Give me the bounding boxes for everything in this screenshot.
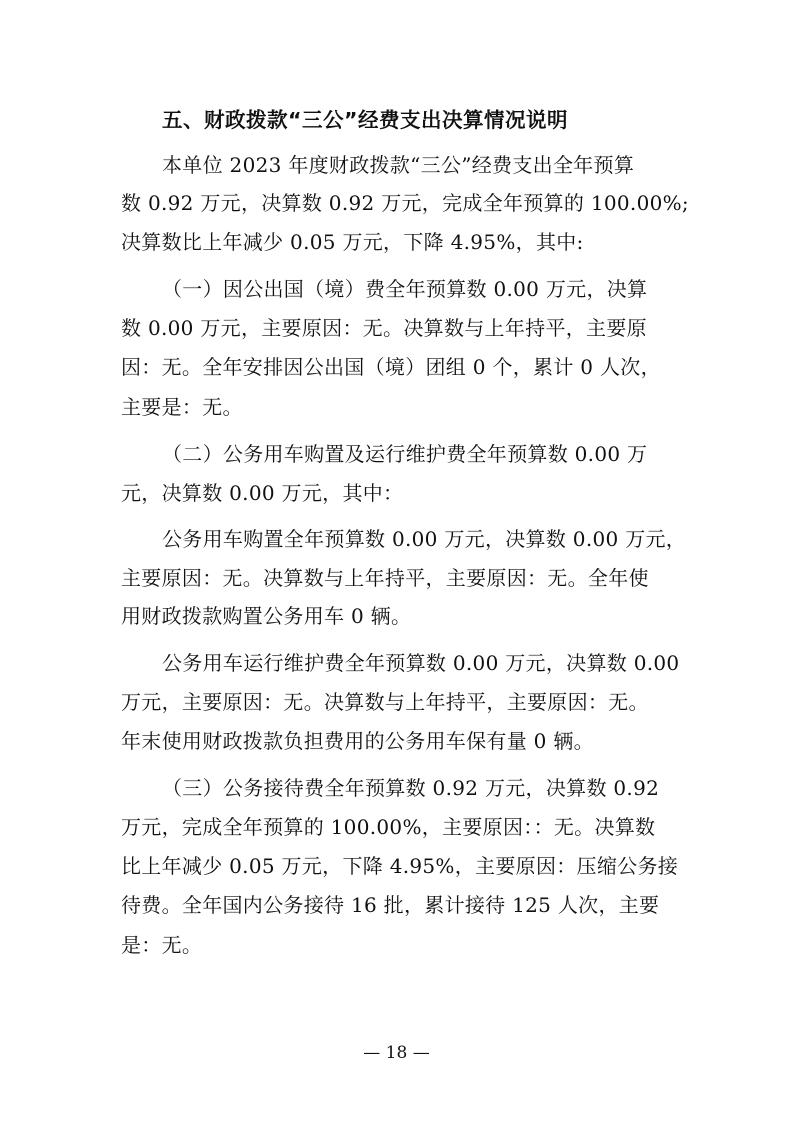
paragraph-line: 数 0.00 万元，主要原因：无。决算数与上年持平，主要原: [121, 316, 647, 340]
page-number: — 18 —: [363, 1043, 430, 1063]
paragraph-line: （二）公务用车购置及运行维护费全年预算数 0.00 万: [162, 442, 648, 466]
paragraph-line: 元，决算数 0.00 万元，其中：: [121, 481, 404, 505]
paragraph-line: 待费。全年国内公务接待 16 批，累计接待 125 人次，主要: [121, 893, 660, 917]
paragraph-line: 比上年减少 0.05 万元，下降 4.95%，主要原因：压缩公务接: [121, 854, 679, 878]
paragraph-line: 用财政拨款购置公务用车 0 辆。: [121, 604, 412, 628]
paragraph-line: 公务用车运行维护费全年预算数 0.00 万元，决算数 0.00: [162, 651, 680, 675]
paragraph-line: 主要原因：无。决算数与上年持平，主要原因：无。全年使: [121, 566, 649, 590]
paragraph-line: 公务用车购置全年预算数 0.00 万元，决算数 0.00 万元，: [162, 527, 687, 551]
paragraph-line: 本单位 2023 年度财政拨款“三公”经费支出全年预算: [162, 153, 635, 177]
paragraph-line: 万元，完成全年预算的 100.00%，主要原因：：无。决算数: [121, 815, 656, 839]
paragraph-line: 因：无。全年安排因公出国（境）团组 0 个，累计 0 人次，: [121, 355, 661, 379]
paragraph-line: 数 0.92 万元，决算数 0.92 万元，完成全年预算的 100.00%;: [121, 191, 689, 215]
paragraph-line: （一）因公出国（境）费全年预算数 0.00 万元，决算: [162, 277, 648, 301]
section-heading: 五、财政拨款“三公”经费支出决算情况说明: [162, 108, 568, 132]
paragraph-line: 主要是：无。: [121, 395, 243, 419]
paragraph-line: （三）公务接待费全年预算数 0.92 万元，决算数 0.92: [162, 776, 660, 800]
paragraph-line: 万元，主要原因：无。决算数与上年持平，主要原因：无。: [121, 690, 649, 714]
paragraph-line: 是：无。: [121, 933, 203, 957]
paragraph-line: 年末使用财政拨款负担费用的公务用车保有量 0 辆。: [121, 729, 594, 753]
paragraph-line: 决算数比上年减少 0.05 万元，下降 4.95%，其中:: [121, 230, 584, 254]
